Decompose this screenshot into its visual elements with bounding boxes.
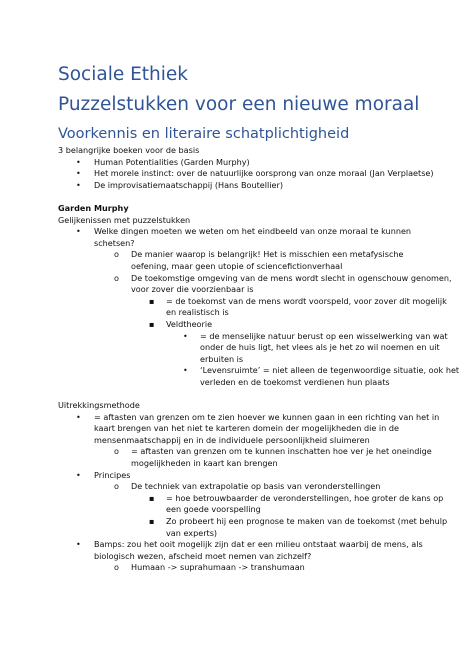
bullet-icon: •	[76, 179, 81, 190]
list-item: • De improvisatiemaatschappij (Hans Boutellier)	[76, 179, 283, 190]
list-item: o Humaan -> suprahumaan -> transhumaan	[114, 562, 305, 573]
square-bullet-icon: ▪	[149, 318, 155, 329]
list-item: • Het morele instinct: over de natuurlijke oorsprong van onze moraal (Jan Verplaetse)	[76, 168, 434, 179]
circle-bullet-icon: o	[114, 249, 119, 260]
list-item: o = aftasten van grenzen om te kunnen inschatten hoe ver je het oneindige	[114, 446, 432, 457]
list-item: o De toekomstige omgeving van de mens wordt slecht in ogenschouw genomen,	[114, 272, 452, 283]
list-item-continuation: en realistisch is	[166, 307, 229, 318]
list-item: ▪ = de toekomst van de mens wordt voorspeld, voor zover dit mogelijk	[149, 295, 447, 306]
list-item: • Bamps: zou het ooit mogelijk zijn dat er een milieu ontstaat waarbij de mens, als	[76, 539, 423, 550]
list-item: • = aftasten van grenzen om te zien hoever we kunnen gaan in een richting van het in	[76, 411, 440, 422]
list-item-continuation: kaart brengen van het niet te karteren domein der mogelijkheden die in de	[94, 423, 399, 434]
circle-bullet-icon: o	[114, 446, 119, 457]
section-heading-garden-murphy: Garden Murphy	[58, 202, 129, 213]
list-item: ▪ Zo probeert hij een prognose te maken van de toekomst (met behulp	[149, 516, 448, 526]
circle-bullet-icon: o	[114, 481, 119, 492]
list-item-continuation: onder de huis ligt, het vlees als je het zo wil noemen en uit	[200, 342, 440, 353]
circle-bullet-icon: o	[114, 562, 119, 573]
bullet-icon: •	[76, 156, 81, 167]
list-item: ▪ Veldtheorie	[149, 318, 213, 329]
square-bullet-icon: ▪	[149, 516, 155, 526]
document-subtitle: Puzzelstukken voor een nieuwe moraal	[58, 94, 420, 115]
list-item: ▪ = hoe betrouwbaarder de veronderstellingen, hoe groter de kans op	[149, 492, 444, 503]
methode-list	[58, 411, 448, 574]
section-intro: 3 belangrijke boeken voor de basis	[58, 145, 200, 155]
list-item-continuation: een goede voorspelling	[166, 504, 261, 515]
list-item-continuation: verleden en de toekomst verdienen hun plaats	[200, 376, 390, 387]
section-intro: Gelijkenissen met puzzelstukken	[58, 214, 191, 225]
list-item: • Welke dingen moeten we weten om het eindbeeld van onze moraal te kunnen	[76, 226, 412, 237]
bullet-icon: •	[183, 365, 188, 376]
square-bullet-icon: ▪	[149, 295, 155, 306]
list-item: • ‘Levensruimte’ = niet alleen de tegenwoordige situatie, ook het	[183, 365, 460, 376]
document-title: Sociale Ethiek	[58, 64, 189, 85]
section-heading-uitrekkingsmethode: Uitrekkingsmethode	[58, 400, 140, 411]
list-item: o De techniek van extrapolatie op basis van veronderstellingen	[114, 481, 381, 492]
list-item-continuation: mensenmaatschappij en in de individuele persoonlijkheid sluimeren	[94, 434, 370, 445]
bullet-icon: •	[76, 411, 81, 422]
book-list	[58, 156, 434, 192]
bullet-icon: •	[76, 226, 81, 237]
murphy-list	[58, 226, 460, 388]
square-bullet-icon: ▪	[149, 492, 155, 503]
list-item-continuation: schetsen?	[94, 237, 135, 248]
list-item: • Human Potentialities (Garden Murphy)	[76, 156, 250, 167]
list-item-continuation: van experts)	[166, 527, 218, 538]
bullet-icon: •	[76, 469, 81, 480]
bullet-icon: •	[183, 330, 188, 341]
list-item: o De manier waarop is belangrijk! Het is misschien een metafysische oefening, maar geen utopie of sciencefictionverhaal	[114, 249, 404, 271]
list-item: • = de menselijke natuur berust op een wisselwerking van wat	[183, 330, 448, 341]
list-item: • Principes	[76, 469, 131, 480]
circle-bullet-icon: o	[114, 272, 119, 283]
list-item-continuation: erbuiten is	[200, 353, 244, 364]
list-item-continuation: voor zover die voorzienbaar is	[131, 284, 254, 295]
document-page	[58, 62, 460, 574]
bullet-icon: •	[76, 168, 81, 179]
list-item-continuation: mogelijkheden in kaart kan brengen	[131, 458, 278, 469]
section-heading-voorkennis: Voorkennis en literaire schatplichtigheid	[58, 126, 350, 142]
list-item-continuation: biologisch wezen, afscheid moet nemen van zichzelf?	[94, 550, 312, 561]
bullet-icon: •	[76, 539, 81, 550]
